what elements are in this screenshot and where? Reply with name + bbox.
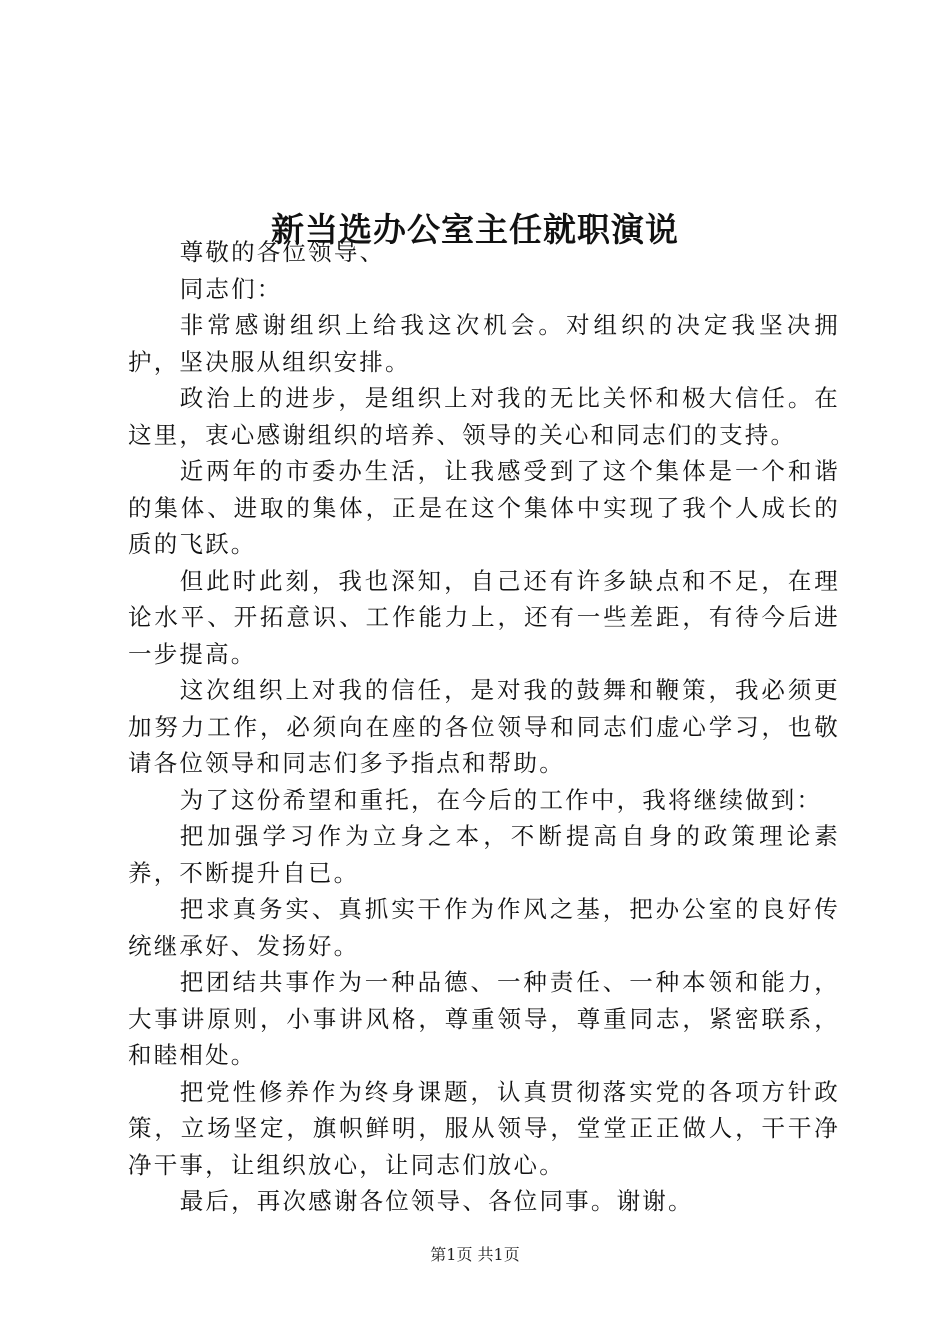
paragraph: 为了这份希望和重托，在今后的工作中，我将继续做到：	[179, 785, 823, 814]
paragraph: 政治上的进步，是组织上对我的无比关怀和极大信任。在这里，衷心感谢组织的培养、领导的关心和同志们的支持。	[128, 384, 840, 449]
paragraph: 把加强学习作为立身之本，不断提高自身的政策理论素养，不断提升自已。	[128, 822, 840, 887]
page-number-footer: 第1页 共1页	[430, 1245, 520, 1264]
document-body	[128, 234, 840, 1220]
paragraph: 非常感谢组织上给我这次机会。对组织的决定我坚决拥护，坚决服从组织安排。	[128, 311, 840, 376]
document-title: 新当选办公室主任就职演说	[271, 210, 679, 250]
paragraph: 把求真务实、真抓实干作为作风之基，把办公室的良好传统继承好、发扬好。	[128, 895, 840, 960]
paragraph: 近两年的市委办生活，让我感受到了这个集体是一个和谐的集体、进取的集体，正是在这个集体中实现了我个人成长的质的飞跃。	[128, 457, 840, 558]
paragraph-closing: 最后，再次感谢各位领导、各位同事。谢谢。	[179, 1187, 694, 1215]
paragraph: 但此时此刻，我也深知，自己还有许多缺点和不足，在理论水平、开拓意识、工作能力上，还有一些差距，有待今后进一步提高。	[128, 566, 840, 668]
paragraph-salutation-2: 同志们：	[179, 274, 283, 303]
paragraph: 把党性修养作为终身课题，认真贯彻落实党的各项方针政策，立场坚定，旗帜鲜明，服从领导，堂堂正正做人，干干净净干事，让组织放心，让同志们放心。	[128, 1077, 840, 1179]
paragraph: 把团结共事作为一种品德、一种责任、一种本领和能力，大事讲原则，小事讲风格，尊重领导，尊重同志，紧密联系，和睦相处。	[128, 968, 840, 1069]
paragraph: 这次组织上对我的信任，是对我的鼓舞和鞭策，我必须更加努力工作，必须向在座的各位领导和同志们虚心学习，也敬请各位领导和同志们多予指点和帮助。	[128, 676, 840, 777]
paragraph-salutation-1: 尊敬的各位领导、	[179, 238, 386, 266]
